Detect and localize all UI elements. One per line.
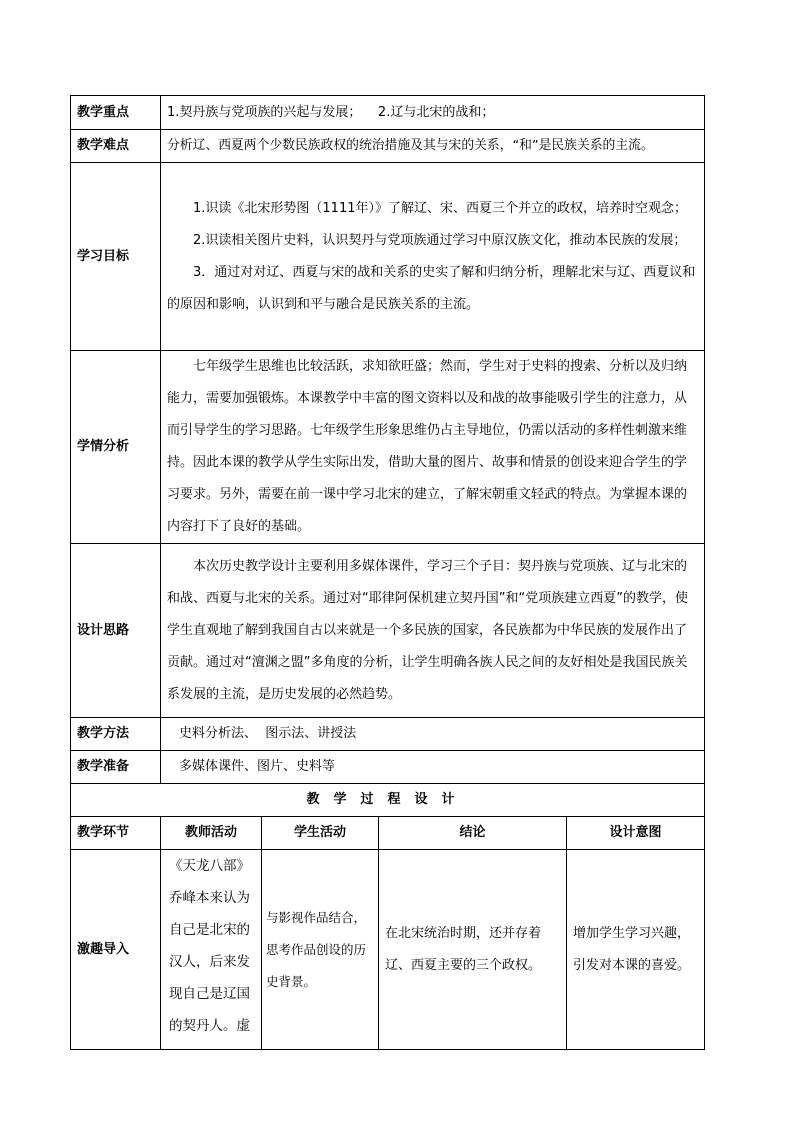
- label-analysis: 学情分析: [71, 351, 161, 544]
- design-paragraph: 本次历史教学设计主要利用多媒体课件，学习三个子目：契丹族与党项族、辽与北宋的和战、西夏与北宋的关系。通过对“耶律阿保机建立契丹国”和“党项族建立西夏”的教学，使学生直观地了解到我国自古以来就是一个多民族的国家，各民族都为中华民族的发展作出了贡献。通过对“澶渊之盟”多角度的分析，让学生明确各族人民之间的友好相处是我国民族关系发展的主流，是历史发展的必然趋势。: [167, 558, 688, 702]
- row-prep: [71, 751, 705, 784]
- text-analysis: [161, 351, 705, 544]
- label-focus: 教学重点: [71, 96, 161, 130]
- analysis-paragraph: 七年级学生思维也比较活跃，求知欲旺盛；然而，学生对于史料的搜索、分析以及归纳能力，需要加强锻炼。本课教学中丰富的图文资料以及和战的故事能吸引学生的注意力，从而引导学生的学习思路。七年级学生形象思维仍占主导地位，仍需以活动的多样性刺激来维持。因此本课的教学从学生实际出发，借助大量的图片、故事和情景的创设来迎合学生的学习要求。另外，需要在前一课中学习北宋的建立，了解宋朝重文轻武的特点。为掌握本课的内容打下了良好的基础。: [167, 359, 688, 534]
- goal-item: 1.识读《北宋形势图（1111年）》了解辽、宋、西夏三个并立的政权，培养时空观念；: [193, 200, 687, 216]
- header-stage: 教学环节: [71, 817, 161, 850]
- text-difficulty: 分析辽、西夏两个少数民族政权的统治措施及其与宋的关系，“和”是民族关系的主流。: [161, 130, 705, 163]
- label-method: 教学方法: [71, 718, 161, 751]
- label-goals: 学习目标: [71, 163, 161, 351]
- goal-item: 3．通过对对辽、西夏与宋的战和关系的史实了解和归纳分析，理解北宋与辽、西夏议和的原因和影响，认识到和平与融合是民族关系的主流。: [167, 264, 696, 312]
- header-conclusion: 结论: [379, 817, 567, 850]
- stage-intro: 激趣导入: [71, 850, 161, 1050]
- goal-item: 2.识读相关图片史料，认识契丹与党项族通过学习中原汉族文化，推动本民族的发展；: [193, 232, 687, 248]
- row-design: [71, 544, 705, 718]
- lesson-plan-table: [70, 95, 705, 1050]
- row-analysis: [71, 351, 705, 544]
- row-difficulty: [71, 130, 705, 163]
- text-prep: 多媒体课件、图片、史料等: [161, 751, 705, 784]
- process-title: 教学过程设计: [71, 784, 705, 817]
- row-focus: [71, 96, 705, 130]
- teacher-activity: 《天龙八部》乔峰本来认为自己是北宋的汉人，后来发现自己是辽国的契丹人。虚: [161, 850, 262, 1050]
- conclusion: 在北宋统治时期，还并存着辽、西夏主要的三个政权。: [379, 850, 567, 1050]
- header-student: 学生活动: [262, 817, 379, 850]
- row-process-title: [71, 784, 705, 817]
- label-prep: 教学准备: [71, 751, 161, 784]
- header-intent: 设计意图: [567, 817, 705, 850]
- row-method: [71, 718, 705, 751]
- text-design: [161, 544, 705, 718]
- text-method: 史料分析法、 图示法、讲授法: [161, 718, 705, 751]
- text-goals: [161, 163, 705, 351]
- row-goals: [71, 163, 705, 351]
- header-teacher: 教师活动: [161, 817, 262, 850]
- student-activity: 与影视作品结合，思考作品创设的历史背景。: [262, 850, 379, 1050]
- design-intent: 增加学生学习兴趣，引发对本课的喜爱。: [567, 850, 705, 1050]
- text-focus: 1.契丹族与党项族的兴起与发展； 2.辽与北宋的战和；: [161, 96, 705, 130]
- process-header-row: [71, 817, 705, 850]
- process-row-intro: [71, 850, 705, 1050]
- label-design: 设计思路: [71, 544, 161, 718]
- label-difficulty: 教学难点: [71, 130, 161, 163]
